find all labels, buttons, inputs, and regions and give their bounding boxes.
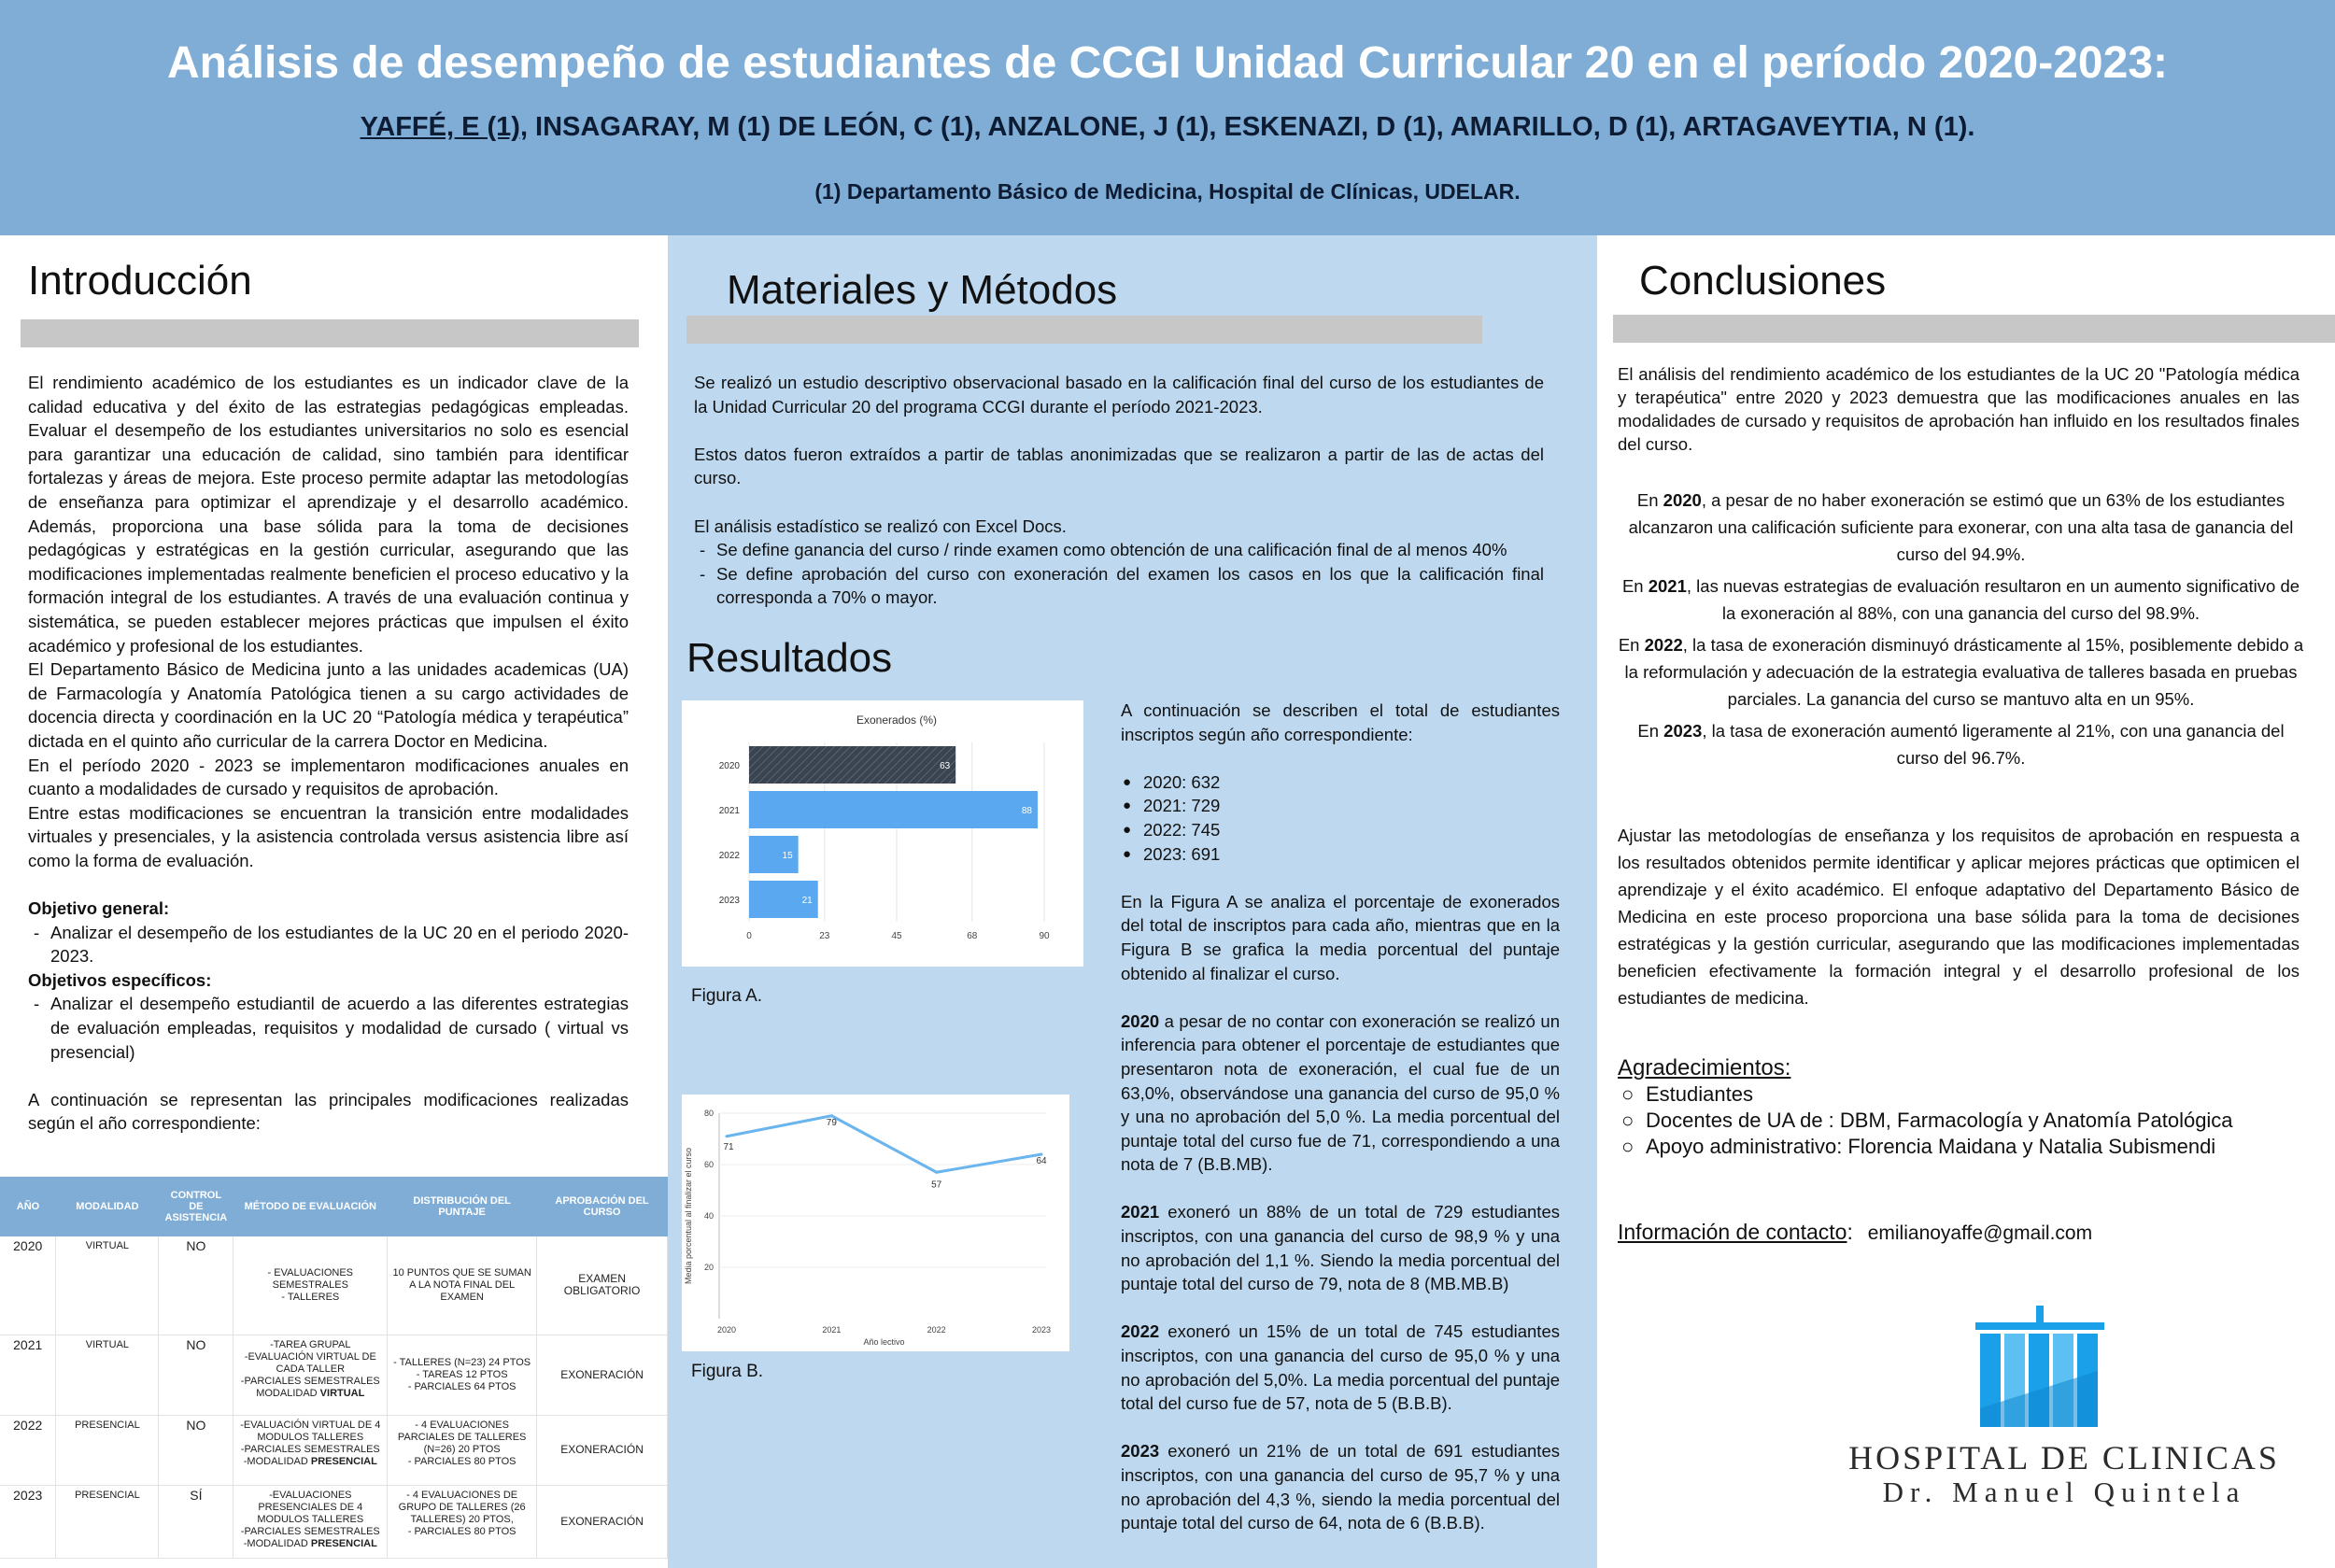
table-cell: - TALLERES (N=23) 24 PTOS - TAREAS 12 PTOS - PARCIALES 64 PTOS (393, 1356, 531, 1392)
data-label: 79 (826, 1117, 837, 1128)
figure-a (682, 700, 1083, 967)
y-tick-label: 80 (703, 1109, 714, 1118)
data-label: 71 (723, 1141, 734, 1152)
figure-a-title: Exonerados (%) (856, 713, 938, 727)
x-axis-title: Año lectivo (863, 1337, 905, 1347)
data-label: 63 (940, 761, 951, 771)
intro-heading: Introducción (28, 258, 252, 304)
data-point (726, 1135, 729, 1137)
result-text: exoneró un 15% de un total de 745 estudiantes inscriptos, con una ganancia del curso de 95,0 % y una no aprobación del 5,0%. La media porcentual del puntaje total del curso fue de 57, nota de 5 (B.B.B). (1121, 1321, 1560, 1414)
table-cell: NO (159, 1335, 234, 1415)
data-label: 88 (1021, 806, 1032, 816)
year-label: 2023 (1121, 1441, 1160, 1462)
table-cell: -EVALUACIONES PRESENCIALES DE 4 MODULOS TALLERES -PARCIALES SEMESTRALES -MODALIDAD PRESENCIAL (240, 1489, 380, 1549)
year-label: 2021 (1121, 1202, 1160, 1222)
table-cell: PRESENCIAL (56, 1415, 159, 1485)
table-header-row (0, 1177, 668, 1236)
table-cell: 2022 (0, 1415, 56, 1485)
poster-header (0, 0, 2335, 235)
y-tick-label: 20 (703, 1263, 714, 1272)
y-tick-label: 2021 (718, 806, 740, 816)
results-heading: Resultados (686, 635, 893, 681)
conclusion-2022 (1618, 631, 2304, 713)
enrolled-list (1121, 770, 1560, 866)
conclusions-final (1618, 822, 2300, 1011)
first-author: YAFFÉ, E (1) (360, 112, 520, 142)
ack-item: ○ Apoyo administrativo: Florencia Maidana y Natalia Subismendi (1618, 1134, 2309, 1160)
table-cell: -EVALUACIÓN VIRTUAL DE 4 MODULOS TALLERES -PARCIALES SEMESTRALES -MODALIDAD PRESENCIAL (240, 1419, 381, 1467)
result-2021 (1121, 1200, 1560, 1295)
table-cell: EXONERACIÓN (537, 1335, 668, 1415)
year-label: 2023 (1663, 721, 1703, 741)
text-span: , a pesar de no haber exoneración se estimó que un 63% de los estudiantes alcanzaron una calificación suficiente para exonerar, con una alta tasa de ganancia del curso del 94.9%. (1628, 490, 2294, 564)
conclusions-divider (1613, 315, 2335, 343)
table-row (0, 1335, 668, 1415)
specific-objectives-label: Objetivos específicos: (28, 969, 212, 990)
contact-email[interactable]: emilianoyaffe@gmail.com (1867, 1222, 2093, 1244)
conclusions-heading: Conclusiones (1639, 258, 1887, 304)
table-cell: VIRTUAL (56, 1236, 159, 1335)
figure-a-chart (682, 700, 1083, 967)
x-tick-label: 90 (1039, 931, 1050, 941)
logo-line-2: Dr. Manuel Quintela (1882, 1476, 2246, 1506)
intro-paragraph: En el período 2020 - 2023 se implementaron modificaciones anuales en cuanto a modalidades de cursado y requisitos de aprobación. (28, 755, 629, 799)
figure-b-chart (682, 1095, 1069, 1351)
text-span: En (1618, 635, 1645, 655)
result-text: exoneró un 88% de un total de 729 estudiantes inscriptos, con una ganancia del curso de 98,9 % y una no aprobación del 1,1 %. Siendo la media porcentual del puntaje total del curso de 79, nota de 8 (MB.MB.B) (1121, 1202, 1560, 1294)
intro-paragraph: El Departamento Básico de Medicina junto a las unidades academicas (UA) de Farmacología y Anatomía Patológica tienen a su cargo actividades de docencia directa y coordinación en la UC 20 “Patología médica y terapéutica” dictada en el quinto año curricular de la carrera Doctor en Medicina. (28, 659, 629, 751)
data-label: 57 (931, 1180, 942, 1191)
contact-colon: : (1847, 1220, 1853, 1244)
contact-label: Información de contacto (1618, 1220, 1847, 1244)
table-cell: 10 PUNTOS QUE SE SUMAN A LA NOTA FINAL DEL EXAMEN (388, 1236, 537, 1335)
conclusion-2023 (1618, 717, 2304, 771)
text-span: En (1636, 490, 1663, 510)
bar-2021 (749, 791, 1038, 828)
methods-paragraph: El análisis estadístico se realizó con Excel Docs. (694, 516, 1067, 536)
enrolled-item: ● 2022: 745 (1121, 818, 1560, 842)
text-span: En (1621, 576, 1649, 596)
table-header: DISTRIBUCIÓN DEL PUNTAJE (388, 1177, 537, 1236)
poster-title: Análisis de desempeño de estudiantes de CCGI Unidad Curricular 20 en el período 2020-2023: (167, 38, 2168, 88)
data-label: 15 (782, 851, 793, 861)
figure-b-caption: Figura B. (691, 1362, 764, 1381)
hospital-logo (1831, 1306, 2298, 1506)
table-row (0, 1415, 668, 1485)
contact-info (1618, 1221, 2309, 1246)
enrolled-item: ● 2020: 632 (1121, 770, 1560, 795)
year-label: 2020 (1121, 1010, 1160, 1031)
table-cell: NO (159, 1415, 234, 1485)
y-tick-label: 2020 (718, 761, 740, 771)
table-cell: EXONERACIÓN (537, 1415, 668, 1485)
ack-list (1618, 1081, 2309, 1160)
table-row (0, 1485, 668, 1558)
intro-paragraph: El rendimiento académico de los estudiantes es un indicador clave de la calidad educativa y del éxito de las estrategias pedagógicas empleadas. Evaluar el desempeño de los estudiantes universitarios no solo es esencial para garantizar una educación de calidad, sino también para identificar fortalezas y áreas de mejora. Este proceso permite adaptar las metodologías de enseñanza para optimizar el aprendizaje y el desarrollo académico. Además, proporciona una base sólida para la toma de decisiones pedagógicas y estratégicas en la gestión curricular, asegurando que las modificaciones implementadas realmente beneficien el proceso educativo y la formación integral de los estudiantes. A través de una evaluación continua y sistemática, se pueden establecer mejores prácticas que impulsen el éxito académico y profesional de los estudiantes. (28, 373, 629, 656)
other-authors: , INSAGARAY, M (1) DE LEÓN, C (1), ANZALONE, J (1), ESKENAZI, D (1), AMARILLO, D (1), ARTAGAVEYTIA, N (1). (519, 112, 1975, 142)
text-span: En (1637, 721, 1664, 741)
acknowledgements (1618, 1055, 2309, 1160)
methods-paragraph: Estos datos fueron extraídos a partir de tablas anonimizadas que se realizaron a partir de las de actas del curso. (694, 444, 1544, 488)
table-header: CONTROL DE ASISTENCIA (159, 1177, 234, 1236)
ack-item: ○ Estudiantes (1618, 1081, 2309, 1108)
conclusion-2021 (1618, 572, 2304, 627)
result-text: exoneró un 21% de un total de 691 estudiantes inscriptos, con una ganancia del curso de 95,7 % y una no aprobación del 4,3 %, siendo la media porcentual del puntaje total del curso de 64, nota de 6 (B.B.B). (1121, 1441, 1560, 1533)
result-text: a pesar de no contar con exoneración se realizó un inferencia para obtener el porcentaje de estudiantes que presentaron nota de exoneración, el cual fue de un 63,0%, observándose una ganancia del curso de 95,0 % y una no aprobación del 5,0 %. La media porcentual del puntaje total del curso fue de 71, correspondiendo a una nota de 7 (B.B.MB). (1121, 1010, 1560, 1175)
y-tick-label: 40 (703, 1211, 714, 1221)
methods-definition-item: - Se define ganancia del curso / rinde examen como obtención de una calificación final de al menos 40% (694, 538, 1544, 562)
table-cell: - 4 EVALUACIONES DE GRUPO DE TALLERES (26 TALLERES) 20 PTOS, - PARCIALES 80 PTOS (398, 1489, 526, 1537)
enrolled-item: ● 2021: 729 (1121, 794, 1560, 818)
enrolled-item: ● 2023: 691 (1121, 842, 1560, 867)
ack-item: ○ Docentes de UA de : DBM, Farmacología y Anatomía Patológica (1618, 1108, 2309, 1134)
text-span: , la tasa de exoneración aumentó ligeramente al 21%, con una ganancia del curso del 96.7%. (1702, 721, 2285, 768)
table-cell: SÍ (159, 1485, 234, 1558)
table-header: MODALIDAD (56, 1177, 159, 1236)
table-row (0, 1236, 668, 1335)
table-cell: NO (159, 1236, 234, 1335)
x-tick-label: 2023 (1031, 1325, 1052, 1335)
result-2020 (1121, 1010, 1560, 1177)
methods-definitions (694, 538, 1544, 610)
series-line (727, 1116, 1041, 1173)
hospital-building-icon (1831, 1306, 2298, 1506)
methods-definition-item: - Se define aprobación del curso con exoneración del examen los casos en los que la calificación final corresponda a 70% o mayor. (694, 562, 1544, 610)
year-label: 2022 (1644, 635, 1683, 655)
figures-description: En la Figura A se analiza el porcentaje de exonerados del total de inscriptos para cada año, mientras que en la Figura B se grafica la media porcentual del puntaje obtenido al finalizar el curso. (1121, 891, 1560, 983)
x-tick-label: 2022 (927, 1325, 946, 1335)
table-cell: -TAREA GRUPAL -EVALUACIÓN VIRTUAL DE CADA TALLER -PARCIALES SEMESTRALES MODALIDAD VIRTUAL (240, 1338, 380, 1399)
table-header: MÉTODO DE EVALUACIÓN (234, 1177, 388, 1236)
x-tick-label: 23 (819, 931, 830, 941)
specific-objective-item: - Analizar el desempeño estudiantil de acuerdo a las diferentes estrategias de evaluación empleadas, requisitos y modalidad de cursado ( virtual vs presencial) (28, 992, 629, 1064)
x-tick-label: 2020 (716, 1325, 737, 1335)
y-tick-label: 60 (703, 1160, 714, 1169)
table-cell: PRESENCIAL (56, 1485, 159, 1558)
figure-a-caption: Figura A. (691, 986, 763, 1006)
result-2023 (1121, 1439, 1560, 1534)
intro-divider (21, 319, 639, 347)
table-cell: - 4 EVALUACIONES PARCIALES DE TALLERES (N=26) 20 PTOS - PARCIALES 80 PTOS (397, 1419, 527, 1467)
conclusion-2020 (1618, 487, 2304, 568)
ack-heading: Agradecimientos: (1618, 1055, 1791, 1081)
methods-paragraph: Se realizó un estudio descriptivo observacional basado en la calificación final del curso de los estudiantes de la Unidad Curricular 20 del programa CCGI durante el período 2021-2023. (694, 373, 1544, 417)
affiliation: (1) Departamento Básico de Medicina, Hospital de Clínicas, UDELAR. (814, 179, 1521, 204)
authors (0, 112, 2335, 143)
figure-b (682, 1095, 1069, 1351)
year-label: 2020 (1663, 490, 1702, 510)
table-cell: 2020 (0, 1236, 56, 1335)
general-objective-list (28, 921, 629, 968)
data-point (935, 1171, 938, 1174)
conclusions-paragraph: El análisis del rendimiento académico de los estudiantes de la UC 20 "Patología médica y terapéutica" entre 2020 y 2023 demuestra que las modificaciones anuales en las modalidades de cursado y requisitos de aprobación han influido en los resultados finales del curso. (1618, 364, 2300, 454)
specific-objectives-list (28, 992, 629, 1064)
text-span: , la tasa de exoneración disminuyó drásticamente al 15%, posiblemente debido a la reformulación y adecuación de la estrategia evaluativa de talleres basada en pruebas parciales. La ganancia del curso se mantuvo alta en un 95%. (1624, 635, 2304, 709)
results-body (1121, 699, 1560, 1535)
logo-line-1: HOSPITAL DE CLINICAS (1848, 1439, 2280, 1476)
conclusions-final-paragraph: Ajustar las metodologías de enseñanza y los requisitos de aprobación en respuesta a los resultados obtenidos permite identificar y aplicar mejores prácticas que optimicen el aprendizaje y el éxito académico. El enfoque adaptativo del Departamento Básico de Medicina en este proceso proporciona una base sólida para la toma de decisiones estratégicas y la gestión curricular, asegurando que las modificaciones implementadas beneficien efectivamente la formación integral y el desarrollo profesional de los estudiantes de medicina. (1618, 826, 2300, 1008)
general-objective-item: - Analizar el desempeño de los estudiantes de la UC 20 en el periodo 2020-2023. (28, 921, 629, 968)
results-intro: A continuación se describen el total de estudiantes inscriptos según año correspondiente: (1121, 700, 1560, 744)
methods-heading: Materiales y Métodos (727, 267, 1118, 313)
intro-body (28, 371, 629, 1136)
table-cell: - EVALUACIONES SEMESTRALES - TALLERES (267, 1266, 354, 1303)
table-cell: EXAMEN OBLIGATORIO (537, 1236, 668, 1335)
x-tick-label: 0 (746, 931, 752, 941)
y-axis-title: Media porcentual al finalizar el curso (684, 1147, 693, 1285)
data-label: 21 (801, 896, 813, 906)
methods-divider (686, 316, 1482, 344)
year-label: 2021 (1648, 576, 1687, 596)
table-cell: EXONERACIÓN (537, 1485, 668, 1558)
text-span: , las nuevas estrategias de evaluación resultaron en un aumento significativo de la exoneración al 88%, con una ganancia del curso del 98.9%. (1686, 576, 2300, 623)
x-tick-label: 2021 (822, 1325, 842, 1335)
modifications-table (0, 1177, 668, 1559)
table-cell: VIRTUAL (56, 1335, 159, 1415)
bar-2020 (749, 746, 955, 784)
x-tick-label: 68 (967, 931, 978, 941)
data-label: 64 (1036, 1156, 1047, 1166)
table-intro: A continuación se representan las principales modificaciones realizadas según el año correspondiente: (28, 1089, 629, 1134)
table-cell: 2023 (0, 1485, 56, 1558)
methods-body (694, 371, 1544, 610)
table-header: AÑO (0, 1177, 56, 1236)
result-2022 (1121, 1320, 1560, 1415)
intro-paragraph: Entre estas modificaciones se encuentran la transición entre modalidades virtuales y presenciales, y la asistencia controlada versus asistencia libre así como la forma de evaluación. (28, 802, 629, 870)
table-cell: 2021 (0, 1335, 56, 1415)
y-tick-label: 2023 (718, 896, 740, 906)
conclusions-years (1618, 487, 2304, 771)
table-header: APROBACIÓN DEL CURSO (537, 1177, 668, 1236)
general-objective-label: Objetivo general: (28, 898, 170, 919)
y-tick-label: 2022 (718, 851, 740, 861)
year-label: 2022 (1121, 1321, 1160, 1342)
conclusions-body (1618, 362, 2300, 456)
x-tick-label: 45 (891, 931, 902, 941)
